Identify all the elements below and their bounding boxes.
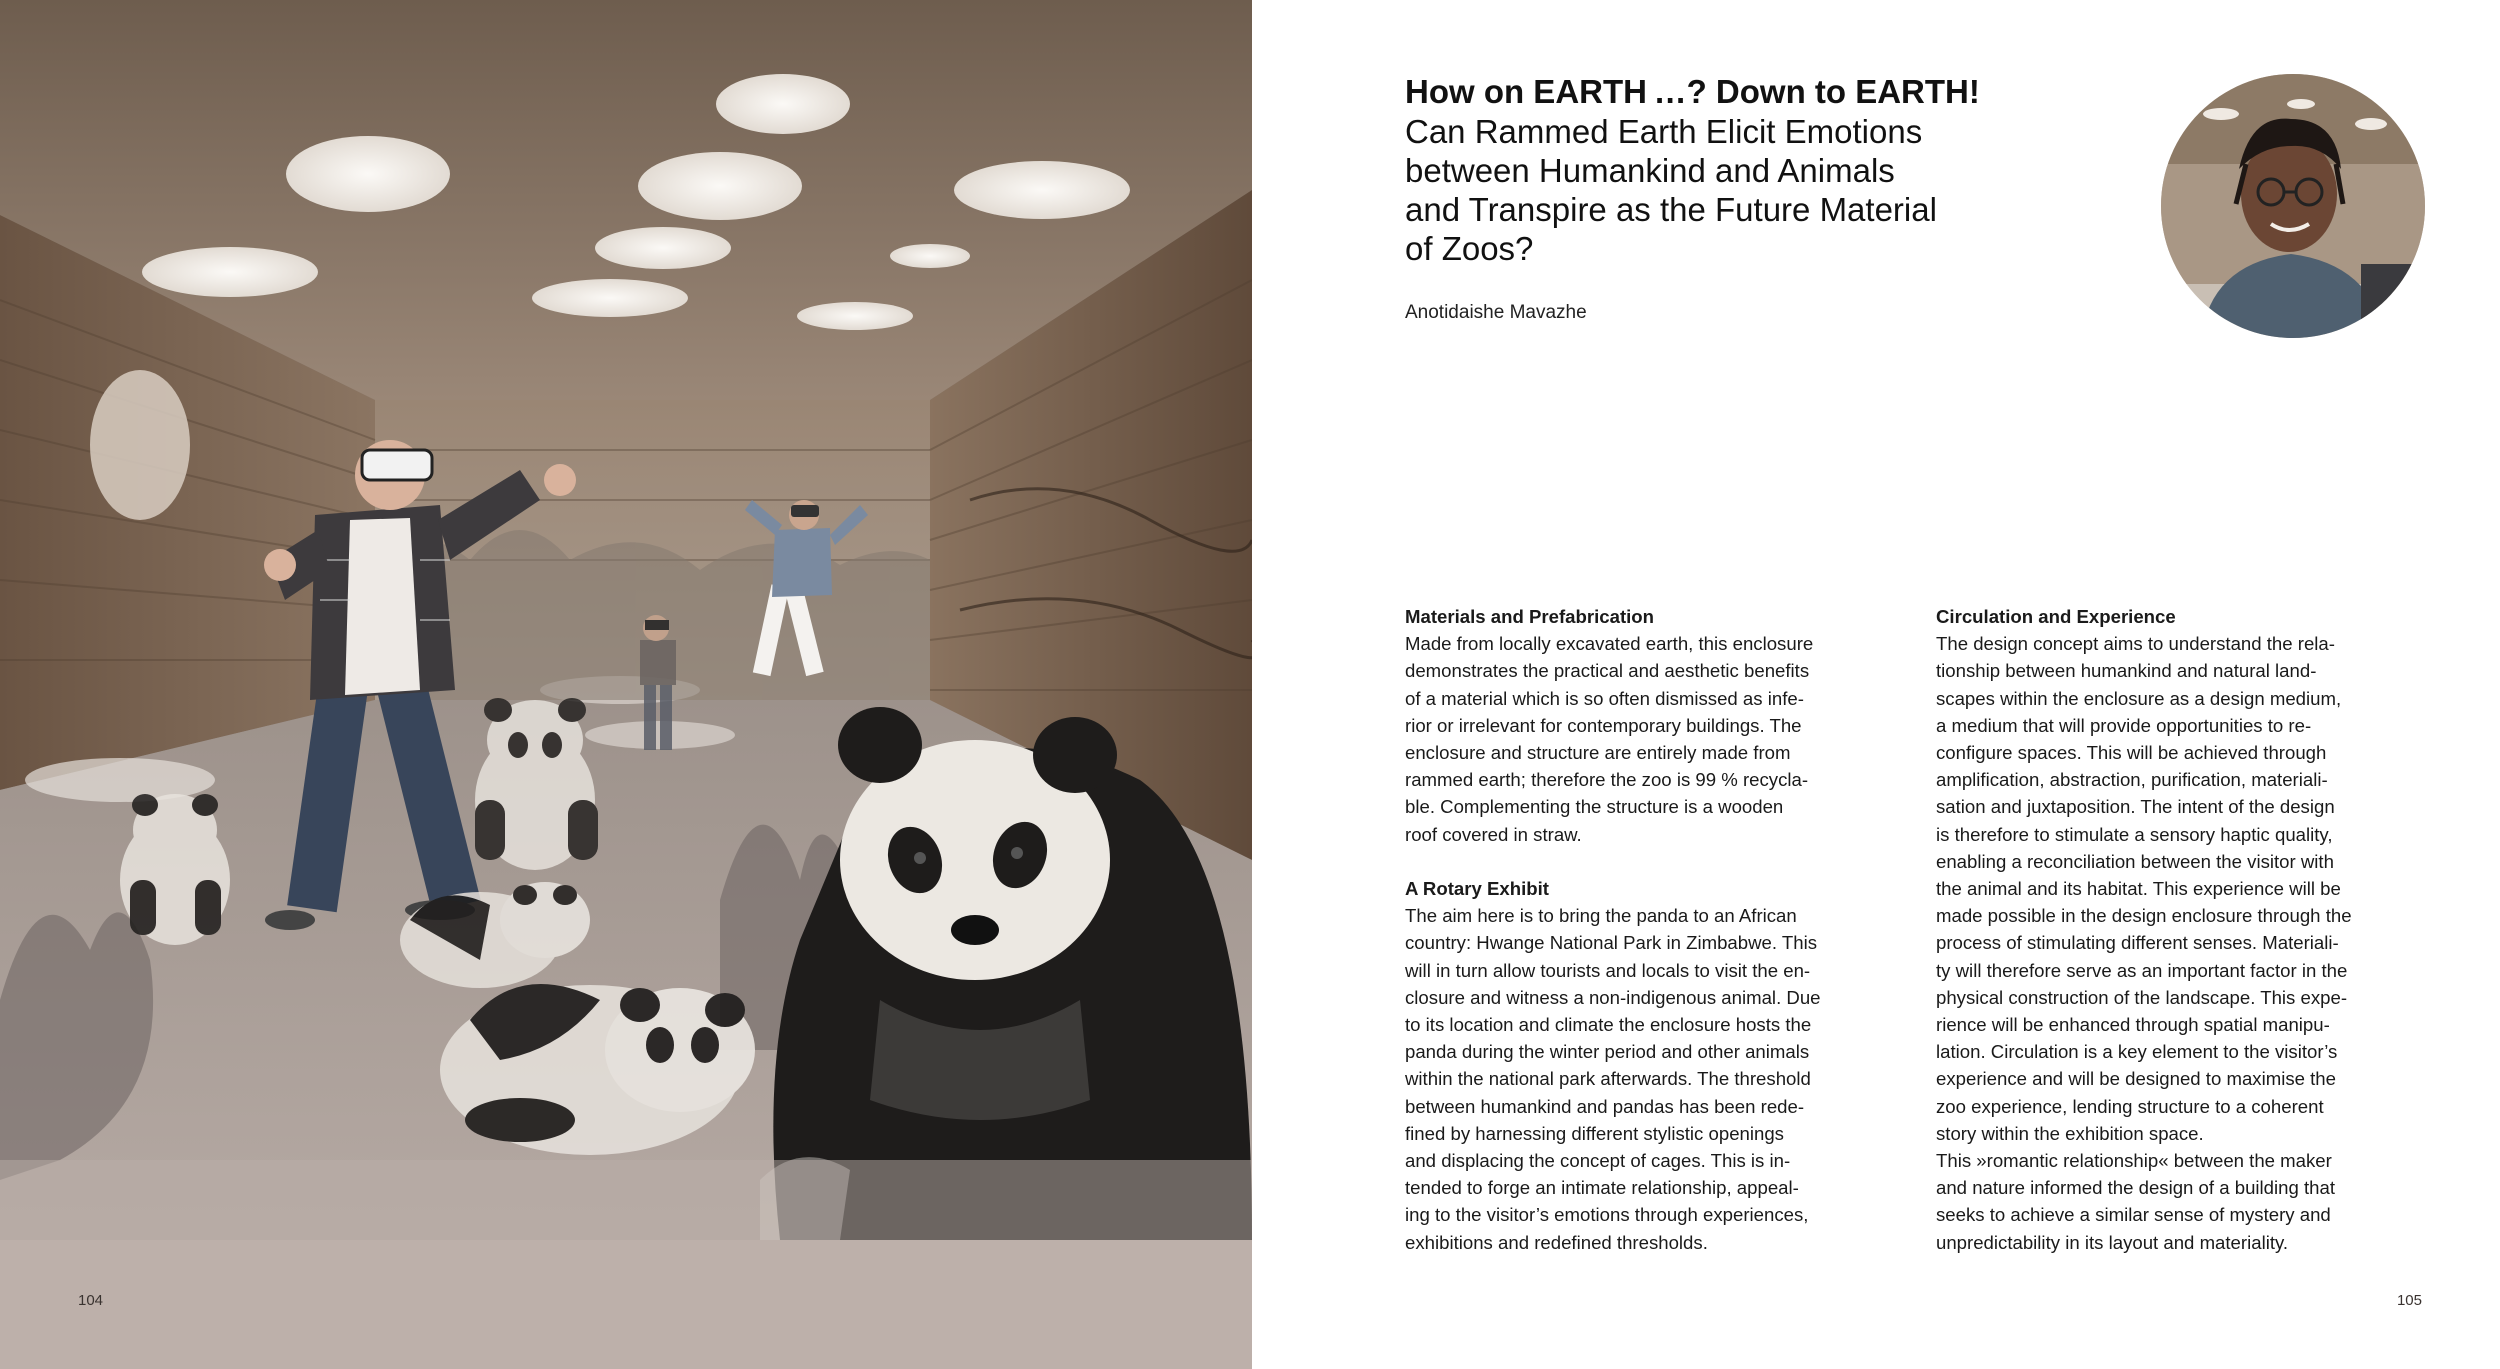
paragraph-line: scapes within the enclosure as a design medium, — [1936, 687, 2342, 709]
paragraph-line: unpredictability in its layout and materiality. — [1936, 1231, 2289, 1253]
paragraph-line: rammed earth; therefore the zoo is 99 % recycla- — [1405, 769, 1809, 791]
paragraph-line: panda during the winter period and other animals — [1405, 1041, 1810, 1063]
bottom-band — [0, 1240, 1252, 1369]
paragraph-line: ty will therefore serve as an important factor in the — [1936, 959, 2348, 981]
paragraph-line: This »romantic relationship« between the maker — [1936, 1150, 2332, 1172]
paragraph-line: ing to the visitor’s emotions through experiences, — [1405, 1204, 1809, 1226]
paragraph-line: experience and will be designed to maximise the — [1936, 1068, 2336, 1090]
paragraph-line: sation and juxtaposition. The intent of the design — [1936, 796, 2335, 818]
paragraph-line: exhibitions and redefined thresholds. — [1405, 1231, 1708, 1253]
paragraph-line: within the national park afterwards. The threshold — [1405, 1068, 1811, 1090]
paragraph-line: story within the exhibition space. — [1936, 1122, 2204, 1144]
section-heading: A Rotary Exhibit — [1405, 878, 1549, 900]
paragraph-line: roof covered in straw. — [1405, 823, 1582, 845]
author-name: Anotidaishe Mavazhe — [1405, 302, 1587, 323]
paragraph-line: a medium that will provide opportunities to re- — [1936, 714, 2312, 736]
paragraph-line: The design concept aims to understand the rela- — [1936, 633, 2335, 655]
title-subline: of Zoos? — [1405, 230, 1534, 267]
paragraph-line: lation. Circulation is a key element to the visitor’s — [1936, 1041, 2338, 1063]
section-heading: Circulation and Experience — [1936, 606, 2176, 627]
paragraph-line: made possible in the design enclosure through the — [1936, 905, 2352, 927]
paragraph-line: seeks to achieve a similar sense of mystery and — [1936, 1204, 2331, 1226]
paragraph-line: fined by harnessing different stylistic openings — [1405, 1122, 1784, 1144]
paragraph-line: is therefore to stimulate a sensory haptic quality, — [1936, 823, 2333, 845]
title-subline: between Humankind and Animals — [1405, 152, 1895, 189]
paragraph-line: demonstrates the practical and aesthetic benefits — [1405, 660, 1810, 682]
paragraph-line: zoo experience, lending structure to a coherent — [1936, 1095, 2324, 1117]
title-subline: and Transpire as the Future Material — [1405, 191, 1937, 228]
paragraph-line: closure and witness a non-indigenous animal. Due — [1405, 986, 1821, 1008]
paragraph-line: tionship between humankind and natural land- — [1936, 660, 2317, 682]
paragraph-line: and nature informed the design of a building that — [1936, 1177, 2336, 1199]
paragraph-line: process of stimulating different senses. Materiali- — [1936, 932, 2339, 954]
paragraph-line: amplification, abstraction, purification, materiali- — [1936, 769, 2328, 791]
paragraph-line: between humankind and pandas has been rede- — [1405, 1095, 1805, 1117]
text-column-left — [1405, 603, 1892, 1256]
page-number-right: 105 — [2396, 1292, 2422, 1309]
portrait-illustration — [2161, 74, 2425, 338]
text-column-right — [1936, 603, 2423, 1256]
paragraph-line: and displacing the concept of cages. This is in- — [1405, 1150, 1791, 1172]
article-title — [1405, 72, 2045, 268]
paragraph-line: enclosure and structure are entirely made from — [1405, 742, 1791, 764]
paragraph-line: The aim here is to bring the panda to an African — [1405, 905, 1797, 927]
title-subline: Can Rammed Earth Elicit Emotions — [1405, 113, 1923, 150]
paragraph-line: rience will be enhanced through spatial manipu- — [1936, 1014, 2330, 1036]
paragraph-line: enabling a reconciliation between the visitor with — [1936, 850, 2334, 872]
paragraph-line: Made from locally excavated earth, this enclosure — [1405, 633, 1814, 655]
paragraph-line: country: Hwange National Park in Zimbabwe. This — [1405, 932, 1818, 954]
panda-left — [120, 794, 230, 945]
paragraph-line: tended to forge an intimate relationship, appeal- — [1405, 1177, 1799, 1199]
title-headline: How on EARTH …? Down to EARTH! — [1405, 73, 1980, 110]
paragraph-line: the animal and its habitat. This experience will be — [1936, 878, 2341, 900]
paragraph-line: configure spaces. This will be achieved through — [1936, 742, 2327, 764]
paragraph-line: to its location and climate the enclosure hosts the — [1405, 1014, 1812, 1036]
page-number-left: 104 — [78, 1292, 104, 1309]
paragraph-line: ble. Complementing the structure is a wooden — [1405, 796, 1784, 818]
paragraph-line: of a material which is so often dismissed as infe- — [1405, 687, 1804, 709]
section-heading: Materials and Prefabrication — [1405, 606, 1655, 627]
paragraph-line: will in turn allow tourists and locals to visit the en- — [1405, 959, 1811, 981]
right-page — [1252, 0, 2500, 1369]
paragraph-line: rior or irrelevant for contemporary buildings. The — [1405, 714, 1802, 736]
author-portrait — [2161, 74, 2425, 338]
paragraph-line: physical construction of the landscape. This expe- — [1936, 986, 2348, 1008]
